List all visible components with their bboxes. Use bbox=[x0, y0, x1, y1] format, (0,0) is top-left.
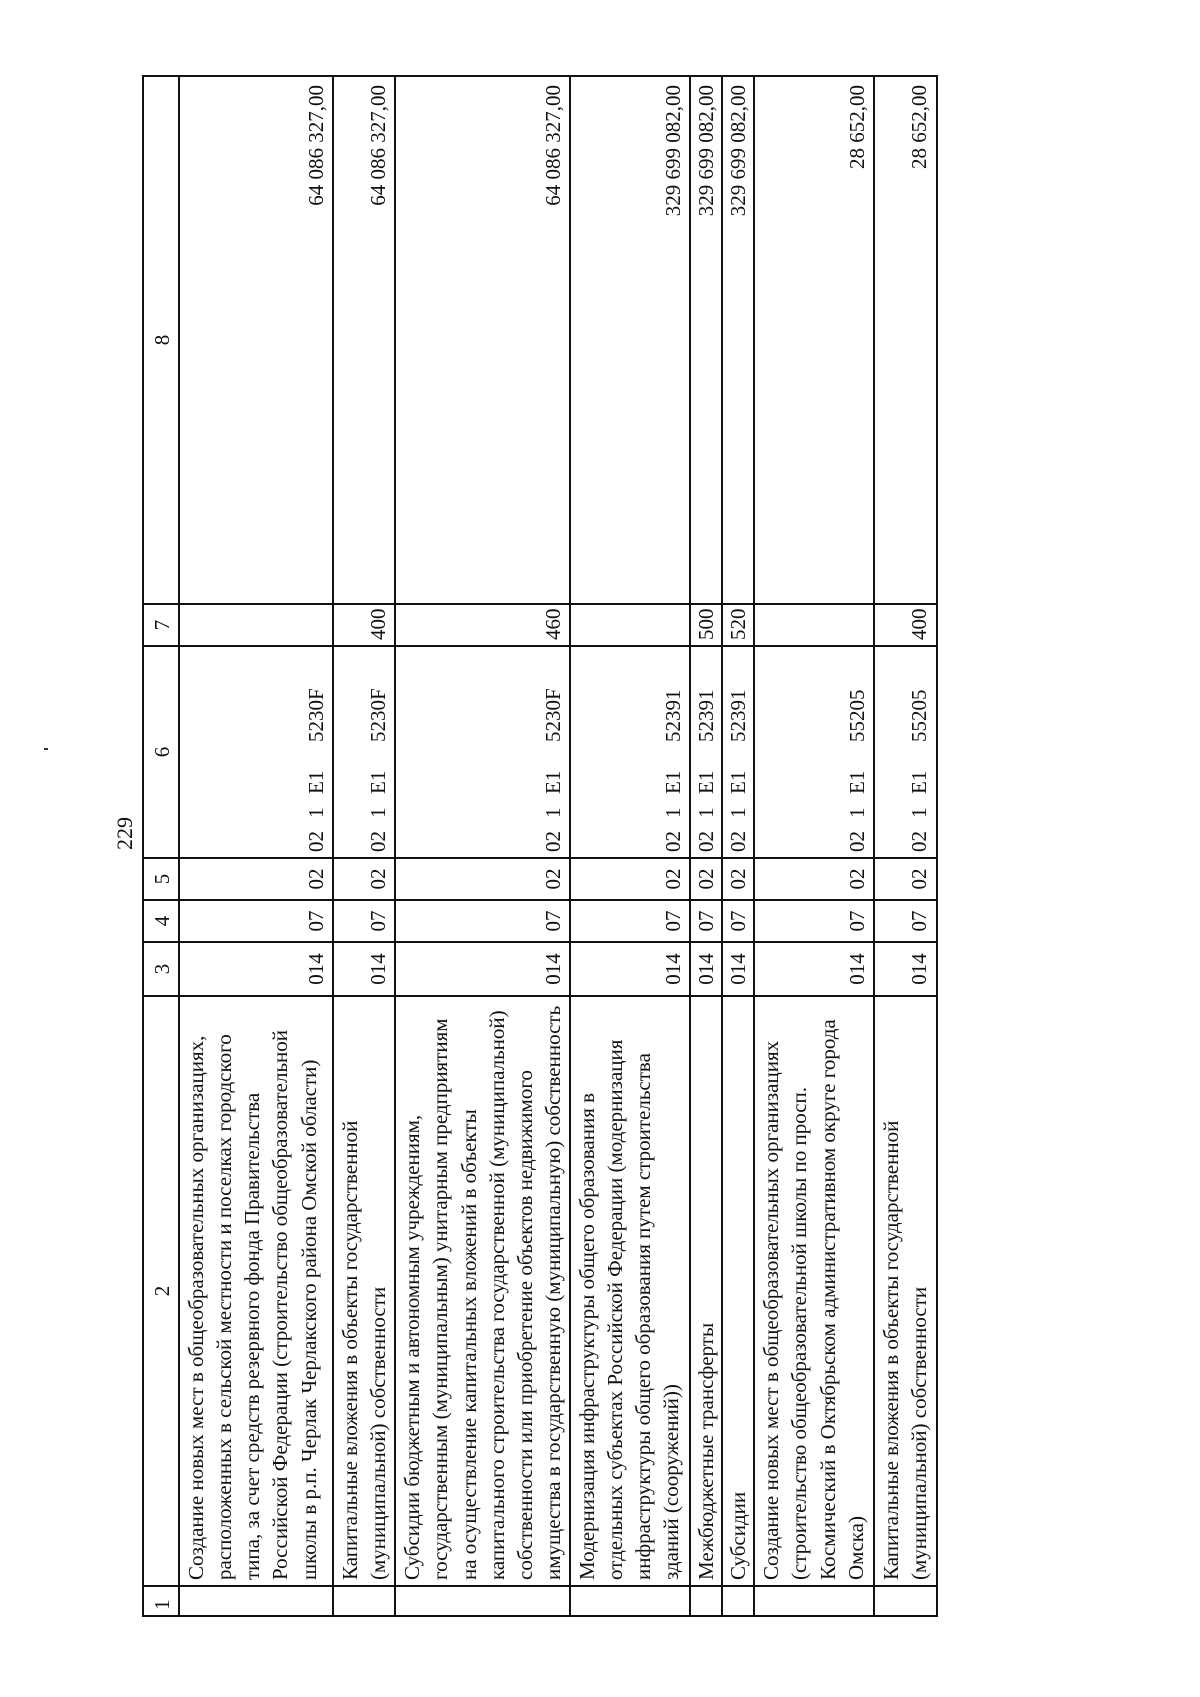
section-code-cell: 07 bbox=[874, 900, 936, 942]
row-number-cell bbox=[570, 1586, 690, 1616]
target-article-part: 02 bbox=[303, 831, 328, 852]
row-number-cell bbox=[179, 1586, 333, 1616]
target-article-part: 02 bbox=[845, 831, 870, 852]
description-cell: Модернизация инфраструктуры общего образования в отдельных субъектах Российской Федерации (модернизация инфраструктуры общего образования путем строительства зданий (сооружений)) bbox=[570, 996, 690, 1586]
header-cell: 1 bbox=[143, 1586, 179, 1616]
section-code-cell: 07 bbox=[754, 900, 874, 942]
ministry-code-cell: 014 bbox=[333, 942, 395, 996]
target-article-part: 52391 bbox=[694, 689, 718, 742]
target-article-code-cell bbox=[179, 646, 333, 858]
target-article-part: 1 bbox=[540, 807, 565, 818]
target-article-code-cell bbox=[690, 646, 722, 858]
ministry-code-cell: 014 bbox=[722, 942, 754, 996]
row-number-cell bbox=[874, 1586, 936, 1616]
target-article-part: 1 bbox=[726, 807, 751, 818]
expense-type-cell: 500 bbox=[690, 604, 722, 646]
target-article-part: Е1 bbox=[907, 770, 932, 794]
table-row bbox=[722, 76, 754, 1616]
target-article-part: 5230F bbox=[540, 688, 565, 742]
header-cell: 4 bbox=[143, 900, 179, 942]
description-cell: Капитальные вложения в объекты государственной (муниципальной) собственности bbox=[333, 996, 395, 1586]
target-article-part: 5230F bbox=[303, 688, 328, 742]
ministry-code-cell: 014 bbox=[395, 942, 570, 996]
target-article-part: Е1 bbox=[303, 770, 328, 794]
header-cell: 2 bbox=[143, 996, 179, 1586]
amount-cell: 64 086 327,00 bbox=[333, 76, 395, 604]
target-article-part: 1 bbox=[303, 807, 328, 818]
header-cell: 5 bbox=[143, 858, 179, 900]
target-article-part: 02 bbox=[660, 831, 685, 852]
table-row bbox=[395, 76, 570, 1616]
description-cell: Межбюджетные трансферты bbox=[690, 996, 722, 1586]
ministry-code-cell: 014 bbox=[690, 942, 722, 996]
section-code-cell: 07 bbox=[333, 900, 395, 942]
subsection-code-cell: 02 bbox=[333, 858, 395, 900]
table-row bbox=[874, 76, 936, 1616]
row-number-cell bbox=[690, 1586, 722, 1616]
header-cell: 3 bbox=[143, 942, 179, 996]
subsection-code-cell: 02 bbox=[395, 858, 570, 900]
section-code-cell: 07 bbox=[690, 900, 722, 942]
expense-type-cell bbox=[754, 604, 874, 646]
target-article-part: 52391 bbox=[726, 689, 751, 742]
budget-table bbox=[142, 75, 938, 1617]
target-article-part: 02 bbox=[726, 831, 751, 852]
ministry-code-cell: 014 bbox=[874, 942, 936, 996]
subsection-code-cell: 02 bbox=[874, 858, 936, 900]
target-article-part: Е1 bbox=[540, 770, 565, 794]
header-cell: 6 bbox=[143, 646, 179, 858]
target-article-part: Е1 bbox=[726, 770, 751, 794]
expense-type-cell: 520 bbox=[722, 604, 754, 646]
amount-cell: 329 699 082,00 bbox=[722, 76, 754, 604]
description-cell: Капитальные вложения в объекты государственной (муниципальной) собственности bbox=[874, 996, 936, 1586]
table-header-row bbox=[143, 76, 179, 1616]
amount-cell: 329 699 082,00 bbox=[690, 76, 722, 604]
target-article-part: Е1 bbox=[660, 770, 685, 794]
target-article-code-cell bbox=[395, 646, 570, 858]
description-cell: Создание новых мест в общеобразовательных организациях (строительство общеобразовательной школы по просп. Космический в Октябрьском административном округе города Омска) bbox=[754, 996, 874, 1586]
description-cell: Субсидии bbox=[722, 996, 754, 1586]
target-article-code-cell bbox=[570, 646, 690, 858]
amount-cell: 28 652,00 bbox=[874, 76, 936, 604]
target-article-part: 02 bbox=[540, 831, 565, 852]
row-number-cell bbox=[395, 1586, 570, 1616]
target-article-part: Е1 bbox=[694, 770, 718, 794]
section-code-cell: 07 bbox=[570, 900, 690, 942]
row-number-cell bbox=[333, 1586, 395, 1616]
target-article-code-cell bbox=[722, 646, 754, 858]
expense-type-cell bbox=[179, 604, 333, 646]
section-code-cell: 07 bbox=[179, 900, 333, 942]
target-article-part: 1 bbox=[907, 807, 932, 818]
expense-type-cell: 400 bbox=[874, 604, 936, 646]
target-article-part: 02 bbox=[694, 831, 718, 852]
target-article-code-cell bbox=[874, 646, 936, 858]
target-article-code-cell bbox=[754, 646, 874, 858]
amount-cell: 28 652,00 bbox=[754, 76, 874, 604]
target-article-part: 02 bbox=[366, 831, 391, 852]
description-cell: Создание новых мест в общеобразовательных организациях, расположенных в сельской местности и поселках городского типа, за счет средств резервного фонда Правительства Российской Федерации (строительство общеобразовательной школы в р.п. Черлак Черлакского района Омской области) bbox=[179, 996, 333, 1586]
ministry-code-cell: 014 bbox=[179, 942, 333, 996]
page-number: 229 bbox=[112, 817, 137, 850]
subsection-code-cell: 02 bbox=[690, 858, 722, 900]
scan-mark bbox=[44, 748, 48, 750]
amount-cell: 64 086 327,00 bbox=[179, 76, 333, 604]
section-code-cell: 07 bbox=[395, 900, 570, 942]
table-row bbox=[333, 76, 395, 1616]
table-row bbox=[570, 76, 690, 1616]
amount-cell: 64 086 327,00 bbox=[395, 76, 570, 604]
rotated-table-wrapper bbox=[142, 77, 1042, 1617]
subsection-code-cell: 02 bbox=[722, 858, 754, 900]
target-article-part: 1 bbox=[366, 807, 391, 818]
table-row bbox=[179, 76, 333, 1616]
target-article-part: 55205 bbox=[845, 689, 870, 742]
target-article-part: Е1 bbox=[845, 770, 870, 794]
header-cell: 7 bbox=[143, 604, 179, 646]
expense-type-cell: 460 bbox=[395, 604, 570, 646]
subsection-code-cell: 02 bbox=[179, 858, 333, 900]
expense-type-cell: 400 bbox=[333, 604, 395, 646]
description-cell: Субсидии бюджетным и автономным учреждениям, государственным (муниципальным) унитарным предприятиям на осуществление капитальных вложений в объекты капитального строительства государственной (муниципальной) собственности или приобретение объектов недвижимого имущества в государственную (муниципальную) собственность bbox=[395, 996, 570, 1586]
table-row bbox=[754, 76, 874, 1616]
section-code-cell: 07 bbox=[722, 900, 754, 942]
header-cell: 8 bbox=[143, 76, 179, 604]
table-row bbox=[690, 76, 722, 1616]
ministry-code-cell: 014 bbox=[570, 942, 690, 996]
target-article-part: 1 bbox=[845, 807, 870, 818]
ministry-code-cell: 014 bbox=[754, 942, 874, 996]
target-article-code-cell bbox=[333, 646, 395, 858]
target-article-part: 1 bbox=[660, 807, 685, 818]
target-article-part: 5230F bbox=[366, 688, 391, 742]
target-article-part: 1 bbox=[694, 807, 718, 818]
row-number-cell bbox=[754, 1586, 874, 1616]
target-article-part: 02 bbox=[907, 831, 932, 852]
target-article-part: Е1 bbox=[366, 770, 391, 794]
target-article-part: 52391 bbox=[660, 689, 685, 742]
target-article-part: 55205 bbox=[907, 689, 932, 742]
amount-cell: 329 699 082,00 bbox=[570, 76, 690, 604]
subsection-code-cell: 02 bbox=[754, 858, 874, 900]
expense-type-cell bbox=[570, 604, 690, 646]
subsection-code-cell: 02 bbox=[570, 858, 690, 900]
row-number-cell bbox=[722, 1586, 754, 1616]
